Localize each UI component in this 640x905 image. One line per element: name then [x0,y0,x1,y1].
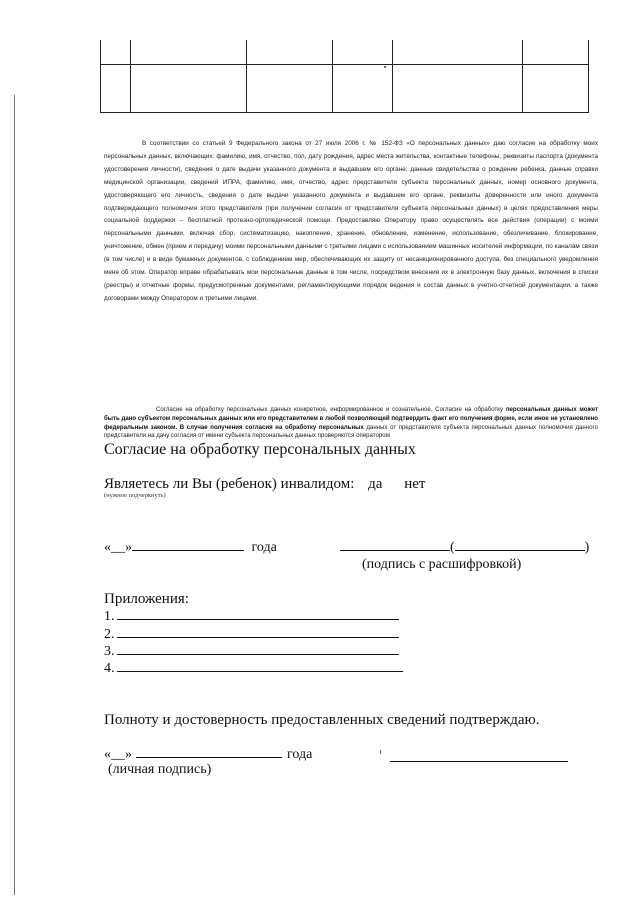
attachment-line[interactable] [117,608,399,620]
date-field [104,538,277,556]
attachment-item [104,608,399,625]
table-cell [393,65,523,113]
signature-caption: (подпись с расшифровкой) [362,557,522,572]
table-cell [333,65,393,113]
year-label: года [287,747,313,762]
paren-open: ( [450,540,455,555]
table-cell [247,40,333,65]
date-quote-close: » [125,747,132,762]
consent-note-text-end: данных от представителя субъекта персональных данных полномочия данного представителя на дачу согласия от имени субъекта персональных данных проверяются оператором [104,423,598,440]
table-cell [247,65,333,113]
personal-signature-line[interactable] [390,761,568,762]
date-month-field[interactable] [136,745,282,758]
table-row [101,40,589,65]
personal-signature-caption: (личная подпись) [108,762,212,777]
top-table [100,40,589,113]
date-day-field[interactable]: __ [111,540,125,555]
date-quote-open: « [104,540,111,555]
disability-question [104,476,425,493]
attachments-title: Приложения: [104,591,189,607]
consent-note-bold: персональных данных может быть дано субъектом персональных данных или его представителем в любой позволяющей подтвердить факт его получения форме, если иное не установлено федеральным законом. В случае получения согласия на обработку персональных [104,406,598,431]
scan-speck [380,750,381,754]
date-quote-close: » [125,540,132,555]
table-cell [393,40,523,65]
attachment-line[interactable] [117,626,399,638]
section-title: Согласие на обработку персональных данных [104,441,416,458]
signature-decode-line[interactable] [455,538,585,551]
table-cell [523,40,589,65]
page-edge-line [14,95,15,895]
attachment-number: 3. [104,644,115,659]
attachment-number: 2. [104,627,115,642]
attachment-item [104,643,399,660]
attachment-number: 4. [104,661,115,676]
date-day-field[interactable]: __ [111,747,125,762]
consent-note-text: Согласие на обработку персональных данных конкретное, информированное и сознательное. Согласие на обработку [156,406,506,413]
table-cell [131,65,247,113]
attachment-item [104,660,403,677]
table-cell [131,40,247,65]
attachment-line[interactable] [117,660,403,672]
table-cell [101,65,131,113]
signature-line[interactable] [340,538,450,551]
disability-question-label: Являетесь ли Вы (ребенок) инвалидом: [104,476,355,492]
table-cell [333,40,393,65]
consent-paragraph: В соответствии со статьей 9 Федерального закона от 27 июля 2006 г. № 152-ФЗ «О персональных данных» даю согласие на обработку моих персональных данных, включающих: фамилию, имя, отчество, пол, дату рождения, адрес места жительства, контактные телефоны, реквизиты паспорта (документа удостоверения личности), сведения о дате выдачи указанного документа и выдавшем его органе; данные свидетельства о рождении ребенка, данные справки медицинской организации, сведений ИПРА, фамилию, имя, отчество, адрес представителя субъекта персональных данных, номер основного документа, удостоверяющего его личность, сведения о дате выдачи указанного документа и выдавшем его органе, реквизиты доверенности или иного документа подтверждающего полномочия этого представителя (при получении согласия от представителя субъекта персональных данных) в целях предоставления меры социальной поддержки – бесплатной протезно-ортопедической помощи. Предоставляю Оператору право осуществлять все действия (операции) с моими персональными данными, включая сбор, систематизацию, накопление, хранение, обновление, изменение, использование, обезличивание, блокирование, уничтожение, обмен (прием и передачу) моими персональными данными с третьими лицами с использованием машинных носителей информации, по каналам связи (в том числе) и в виде бумажных документов, с соблюдением мер, обеспечивающих их защиту от несанкционированного доступа, без специального уведомления меня об этом. Оператор вправе обрабатывать мои персональные данные в том числе, посредством внесения их в электронную базу данных, включения в списки (реестры) и отчетные формы, предусмотренные документами, регламентирующими порядок ведения и состав данных в учетно-отчетной документации, а также договорами между Оператором и третьими лицами. [104,140,598,302]
date-field-2 [104,745,312,763]
date-quote-open: « [104,747,111,762]
option-no[interactable]: нет [404,476,426,492]
signature-field [340,538,589,556]
confirmation-text: Полноту и достоверность предоставленных сведений подтверждаю. [104,712,540,728]
table-row [101,65,589,113]
consent-note [104,406,598,441]
option-yes[interactable]: да [368,476,383,492]
hint-text: (нужное подчеркнуть) [104,492,166,499]
table-cell [523,65,589,113]
attachment-number: 1. [104,609,115,624]
table-cell [101,40,131,65]
attachment-line[interactable] [117,643,399,655]
scan-speck [384,66,386,68]
date-month-field[interactable] [132,538,244,551]
attachment-item [104,626,399,643]
paren-close: ) [584,540,590,555]
year-label: года [251,540,277,555]
